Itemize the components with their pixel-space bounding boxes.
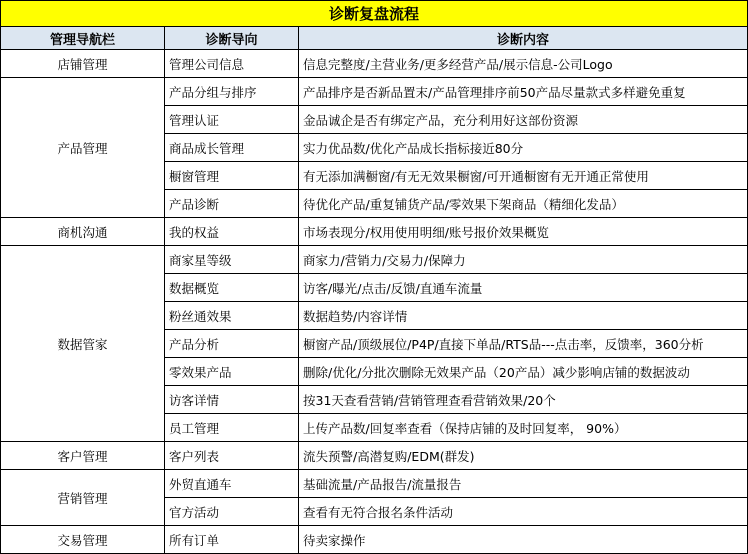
guide-cell: 产品分组与排序 xyxy=(165,78,299,106)
content-cell: 市场表现分/权用使用明细/账号报价效果概览 xyxy=(299,218,748,246)
content-cell: 访客/曝光/点击/反馈/直通车流量 xyxy=(299,274,748,302)
nav-cell: 交易管理 xyxy=(1,526,165,554)
content-cell: 按31天查看营销/营销管理查看营销效果/20个 xyxy=(299,386,748,414)
guide-cell: 管理认证 xyxy=(165,106,299,134)
guide-cell: 管理公司信息 xyxy=(165,50,299,78)
content-cell: 待优化产品/重复铺货产品/零效果下架商品（精细化发品） xyxy=(299,190,748,218)
nav-cell: 产品管理 xyxy=(1,78,165,218)
content-cell: 查看有无符合报名条件活动 xyxy=(299,498,748,526)
guide-cell: 外贸直通车 xyxy=(165,470,299,498)
table-row xyxy=(1,218,748,246)
guide-cell: 员工管理 xyxy=(165,414,299,442)
header-guide: 诊断导向 xyxy=(165,27,299,50)
guide-cell: 粉丝通效果 xyxy=(165,302,299,330)
content-cell: 信息完整度/主营业务/更多经营产品/展示信息-公司Logo xyxy=(299,50,748,78)
content-cell: 产品排序是否新品置末/产品管理排序前50产品尽量款式多样避免重复 xyxy=(299,78,748,106)
nav-cell: 店铺管理 xyxy=(1,50,165,78)
nav-cell: 商机沟通 xyxy=(1,218,165,246)
guide-cell: 客户列表 xyxy=(165,442,299,470)
table-row xyxy=(1,442,748,470)
guide-cell: 零效果产品 xyxy=(165,358,299,386)
table-title: 诊断复盘流程 xyxy=(1,1,748,27)
table-row xyxy=(1,526,748,554)
header-nav: 管理导航栏 xyxy=(1,27,165,50)
content-cell: 数据趋势/内容详情 xyxy=(299,302,748,330)
content-cell: 待卖家操作 xyxy=(299,526,748,554)
content-cell: 实力优品数/优化产品成长指标接近80分 xyxy=(299,134,748,162)
content-cell: 删除/优化/分批次删除无效果产品（20产品）减少影响店铺的数据波动 xyxy=(299,358,748,386)
guide-cell: 我的权益 xyxy=(165,218,299,246)
content-cell: 金品诚企是否有绑定产品，充分利用好这部份资源 xyxy=(299,106,748,134)
table-row xyxy=(1,50,748,78)
nav-cell: 数据管家 xyxy=(1,246,165,442)
header-row xyxy=(1,27,748,50)
content-cell: 橱窗产品/顶级展位/P4P/直接下单品/RTS品---点击率，反馈率，360分析 xyxy=(299,330,748,358)
guide-cell: 所有订单 xyxy=(165,526,299,554)
guide-cell: 官方活动 xyxy=(165,498,299,526)
table-row xyxy=(1,78,748,106)
content-cell: 商家力/营销力/交易力/保障力 xyxy=(299,246,748,274)
content-cell: 有无添加满橱窗/有无无效果橱窗/可开通橱窗有无开通正常使用 xyxy=(299,162,748,190)
guide-cell: 产品分析 xyxy=(165,330,299,358)
nav-cell: 客户管理 xyxy=(1,442,165,470)
guide-cell: 数据概览 xyxy=(165,274,299,302)
guide-cell: 产品诊断 xyxy=(165,190,299,218)
table-row xyxy=(1,470,748,498)
content-cell: 基础流量/产品报告/流量报告 xyxy=(299,470,748,498)
guide-cell: 商品成长管理 xyxy=(165,134,299,162)
table-row xyxy=(1,246,748,274)
content-cell: 流失预警/高潜复购/EDM(群发) xyxy=(299,442,748,470)
guide-cell: 访客详情 xyxy=(165,386,299,414)
header-content: 诊断内容 xyxy=(299,27,748,50)
guide-cell: 橱窗管理 xyxy=(165,162,299,190)
nav-cell: 营销管理 xyxy=(1,470,165,526)
guide-cell: 商家星等级 xyxy=(165,246,299,274)
content-cell: 上传产品数/回复率查看（保持店铺的及时回复率， 90%） xyxy=(299,414,748,442)
